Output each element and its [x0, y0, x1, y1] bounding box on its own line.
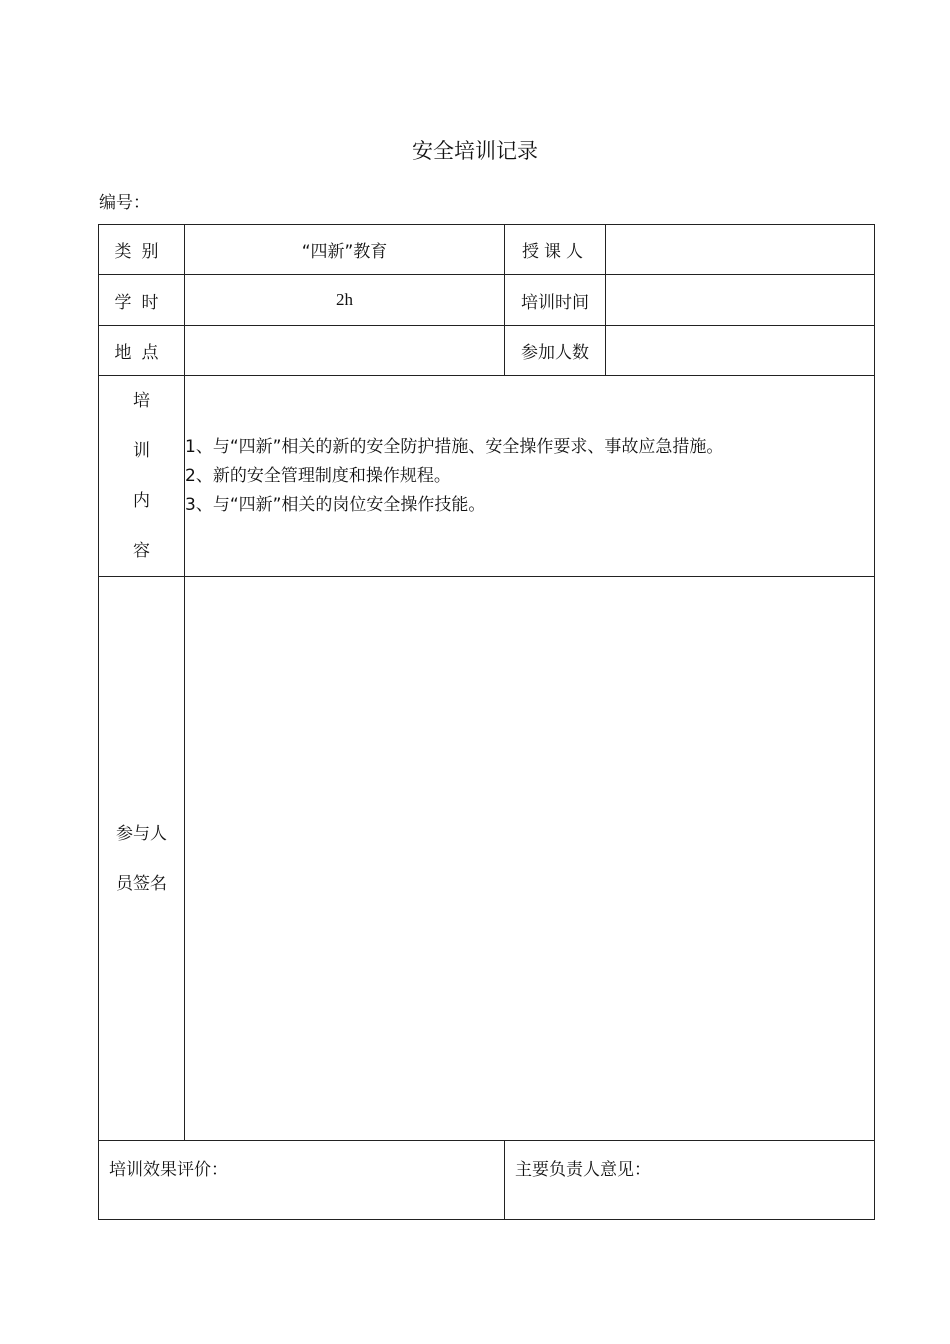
signature-area[interactable] — [185, 577, 875, 1141]
training-time-label: 培训时间 — [505, 275, 606, 326]
training-content-label — [99, 376, 185, 577]
content-label-char: 培 — [133, 391, 150, 411]
page-title: 安全培训记录 — [412, 139, 538, 163]
location-field[interactable] — [185, 326, 505, 376]
content-item: 1、与“四新”相关的新的安全防护措施、安全操作要求、事故应急措施。 — [185, 436, 724, 457]
attendees-label: 参加人数 — [505, 326, 606, 376]
training-record-table — [98, 224, 875, 1220]
hours-value: 2h — [185, 275, 505, 326]
table-row — [99, 376, 875, 577]
table-row — [99, 326, 875, 376]
instructor-field[interactable] — [606, 225, 875, 275]
category-label: 类别 — [99, 225, 185, 275]
signature-label-line: 参与人 — [116, 823, 167, 844]
signature-label — [99, 577, 185, 1141]
content-item: 3、与“四新”相关的岗位安全操作技能。 — [185, 494, 486, 515]
instructor-label: 授课人 — [505, 225, 606, 275]
location-label: 地点 — [99, 326, 185, 376]
attendees-field[interactable] — [606, 326, 875, 376]
category-value: “四新”教育 — [185, 225, 505, 275]
training-time-field[interactable] — [606, 275, 875, 326]
manager-opinion-label: 主要负责人意见： — [515, 1160, 651, 1180]
content-label-char: 训 — [133, 441, 150, 461]
content-item: 2、新的安全管理制度和操作规程。 — [185, 465, 451, 486]
manager-opinion-cell[interactable] — [505, 1141, 875, 1220]
serial-number-label: 编号： — [99, 193, 150, 213]
table-row — [99, 1141, 875, 1220]
table-row — [99, 225, 875, 275]
training-evaluation-label: 培训效果评价： — [109, 1160, 228, 1180]
signature-label-line: 员签名 — [116, 873, 167, 894]
content-label-char: 内 — [133, 491, 150, 511]
table-row — [99, 577, 875, 1141]
training-content — [185, 376, 875, 577]
table-row — [99, 275, 875, 326]
training-evaluation-cell[interactable] — [99, 1141, 505, 1220]
hours-label: 学时 — [99, 275, 185, 326]
content-label-char: 容 — [133, 541, 150, 561]
